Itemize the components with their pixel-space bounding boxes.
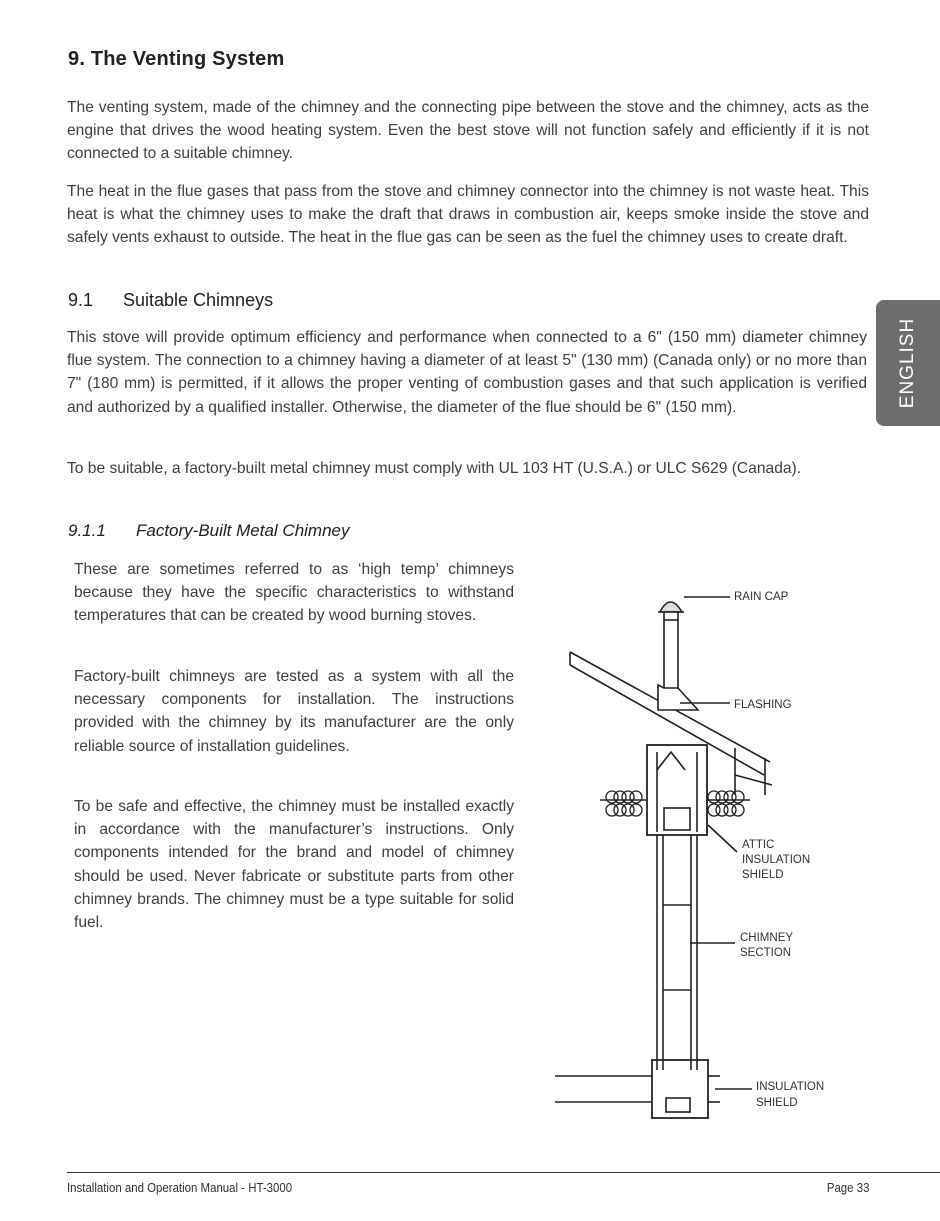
label-flashing: FLASHING <box>734 699 792 711</box>
language-tab <box>876 300 940 426</box>
factory-paragraph-3: To be safe and effective, the chimney must be installed exactly in accordance with the manufacturer’s instructions. Only components intended for the brand and model of chimney should be used. Never fabricate or substitute parts from other chimney brands. The chimney must be a type suitable for solid fuel. <box>74 798 514 932</box>
label-rain-cap: RAIN CAP <box>734 591 789 603</box>
footer-page-number: Page 33 <box>826 1180 869 1195</box>
label-attic-3: SHIELD <box>742 869 784 881</box>
label-attic-2: INSULATION <box>742 854 811 866</box>
label-chimney-section-1: CHIMNEY <box>740 932 794 944</box>
language-tab-label: ENGLISH <box>897 317 918 409</box>
subsubsection-number: 9.1.1 <box>68 521 106 540</box>
label-insulation-shield-1: INSULATION <box>756 1081 825 1093</box>
intro-paragraph-2: The heat in the flue gases that pass from the stove and chimney connector into the chimney is not waste heat. This heat is what the chimney uses to make the draft that draws in combustion air, keeps smoke inside the stove and safely vents exhaust to outside. The heat in the flue gas can be seen as the fuel the chimney uses to create draft. <box>67 183 869 247</box>
subsection-title: Suitable Chimneys <box>123 290 274 310</box>
label-insulation-shield-2: SHIELD <box>756 1097 798 1109</box>
subsubsection-title: Factory-Built Metal Chimney <box>136 521 350 540</box>
factory-paragraph-1: These are sometimes referred to as ‘high temp’ chimneys because they have the specific characteristics to withstand temperatures that can be created by wood burning stoves. <box>74 561 514 625</box>
section-title: 9. The Venting System <box>68 48 285 70</box>
rain-cap-shape <box>660 602 682 612</box>
footer-manual-title: Installation and Operation Manual - HT-3000 <box>67 1180 293 1195</box>
factory-paragraph-2: Factory-built chimneys are tested as a system with all the necessary components for installation. The instructions provided with the chimney by its manufacturer are the only reliable source of installation guidelines. <box>74 668 514 755</box>
chimney-paragraph-1: This stove will provide optimum efficiency and performance when connected to a 6" (150 mm) diameter chimney flue system. The connection to a chimney having a diameter of at least 5" (130 mm) (Canada only) or no more than 7" (180 mm) is permitted, if it allows the proper venting of combustion gases and that such application is verified and authorized by a qualified installer. Otherwise, the diameter of the flue should be 6" (150 mm). <box>67 329 867 416</box>
footer-divider <box>67 1172 940 1173</box>
chimney-paragraph-2: To be suitable, a factory-built metal chimney must comply with UL 103 HT (U.S.A.) or ULC S629 (Canada). <box>67 460 802 477</box>
label-attic-1: ATTIC <box>742 839 775 851</box>
chimney-diagram <box>540 570 840 1130</box>
subsection-heading <box>68 290 273 311</box>
intro-paragraph-1: The venting system, made of the chimney and the connecting pipe between the stove and the chimney, acts as the engine that drives the wood heating system. Even the best stove will not function safely and efficiently if it is not connected to a suitable chimney. <box>67 99 869 163</box>
label-chimney-section-2: SECTION <box>740 947 792 959</box>
subsection-number: 9.1 <box>68 290 94 310</box>
subsubsection-heading <box>68 521 350 541</box>
